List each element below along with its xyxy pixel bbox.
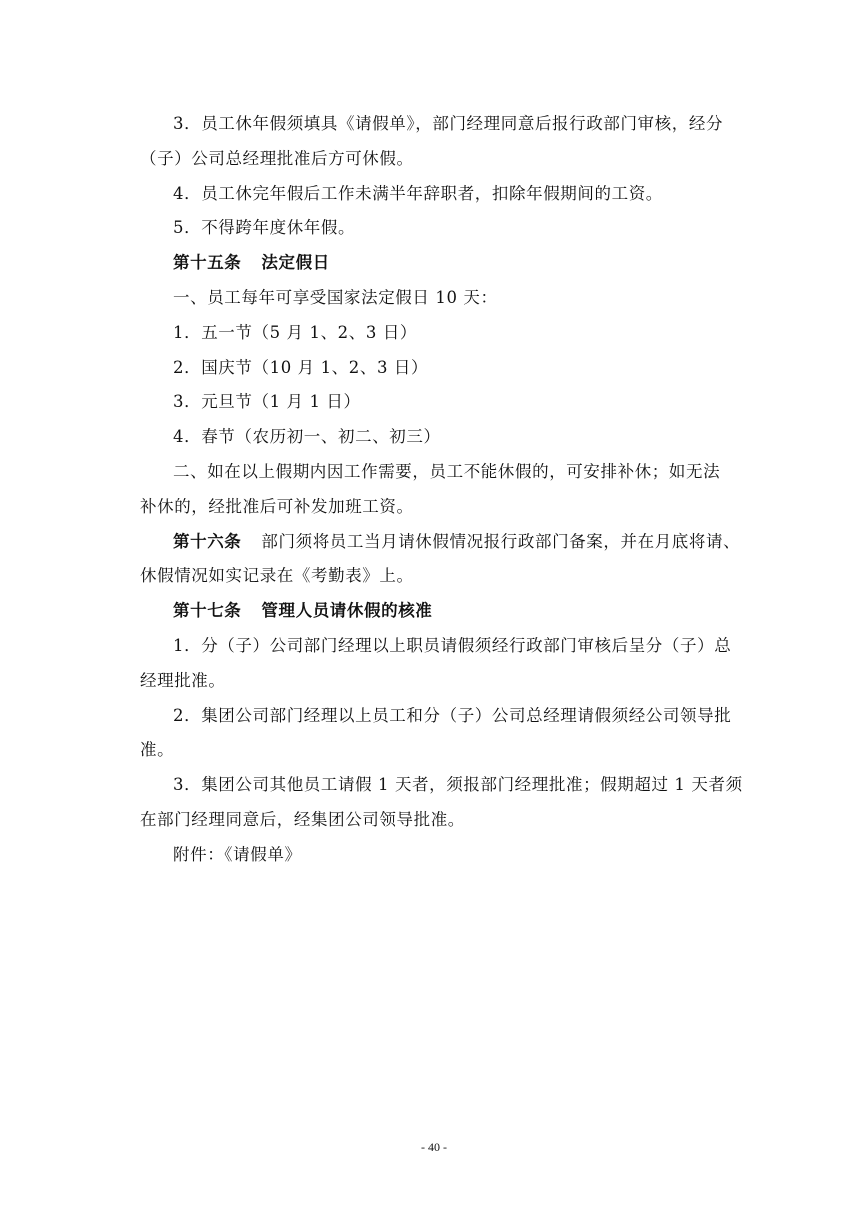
paragraph-line: 在部门经理同意后，经集团公司领导批准。	[140, 809, 465, 829]
paragraph-line: 二、如在以上假期内因工作需要，员工不能休假的，可安排补休；如无法	[173, 461, 721, 481]
article-heading-17	[140, 594, 740, 629]
paragraph-line: 一、员工每年可享受国家法定假日 10 天：	[173, 287, 498, 307]
page-number: - 40 -	[421, 1140, 447, 1154]
article-number: 第十七条	[173, 601, 242, 621]
paragraph-line: 休假情况如实记录在《考勤表》上。	[140, 566, 414, 586]
attachment-line: 附件：《请假单》	[173, 844, 302, 864]
article-number: 第十五条	[173, 253, 242, 273]
article-16-line	[140, 525, 740, 560]
list-item: 1．分（子）公司部门经理以上职员请假须经行政部门审核后呈分（子）总	[173, 635, 732, 655]
document-body	[140, 107, 743, 873]
paragraph-line: 准。	[140, 740, 175, 760]
paragraph-line: 3．员工休年假须填具《请假单》，部门经理同意后报行政部门审核，经分	[173, 114, 724, 133]
paragraph-line: 5．不得跨年度休年假。	[173, 218, 356, 238]
paragraph-line: （子）公司总经理批准后方可休假。	[140, 148, 414, 168]
article-heading-15	[140, 246, 740, 281]
list-item: 2．集团公司部门经理以上员工和分（子）公司总经理请假须经公司领导批	[173, 705, 732, 725]
paragraph-line: 4．员工休完年假后工作未满半年辞职者，扣除年假期间的工资。	[173, 183, 663, 203]
article-title: 管理人员请休假的核准	[261, 601, 433, 621]
list-item: 3．集团公司其他员工请假 1 天者，须报部门经理批准；假期超过 1 天者须	[173, 775, 743, 795]
article-title: 法定假日	[261, 253, 330, 273]
list-item: 4．春节（农历初一、初二、初三）	[173, 427, 441, 447]
list-item: 3．元旦节（1 月 1 日）	[173, 392, 361, 412]
paragraph-line: 补休的，经批准后可补发加班工资。	[140, 496, 414, 516]
list-item: 2．国庆节（10 月 1、2、3 日）	[173, 357, 429, 377]
list-item: 1．五一节（5 月 1、2、3 日）	[173, 322, 418, 342]
article-text: 部门须将员工当月请休假情况报行政部门备案，并在月底将请、	[261, 531, 741, 551]
article-number: 第十六条	[173, 531, 242, 551]
paragraph-line: 经理批准。	[140, 670, 226, 690]
